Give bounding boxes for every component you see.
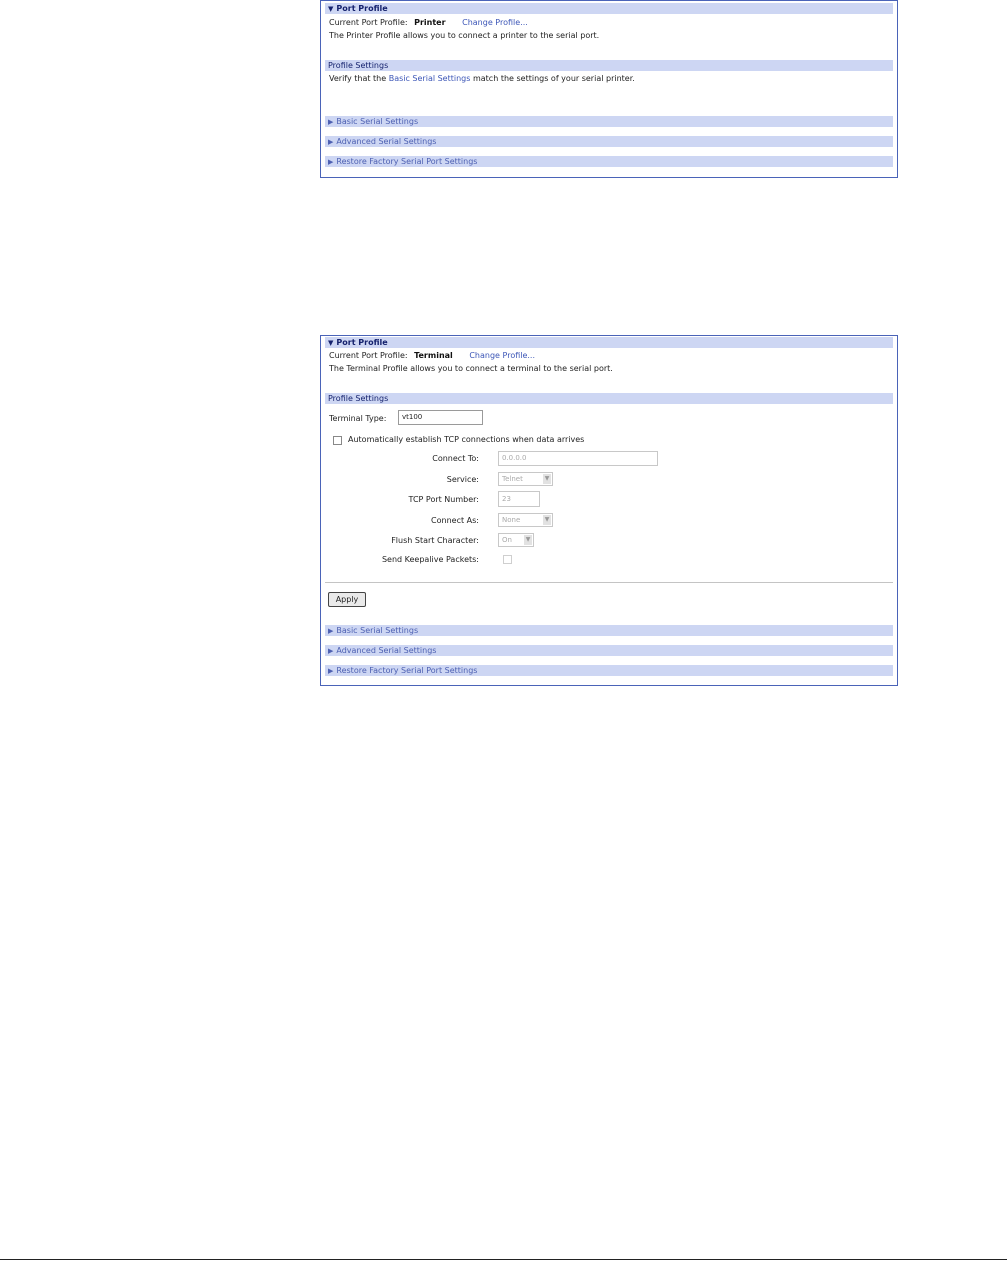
section-label: Restore Factory Serial Port Settings	[336, 157, 478, 166]
current-profile-value: Terminal	[414, 351, 453, 360]
auto-connect-label: Automatically establish TCP connections when data arrives	[348, 435, 585, 444]
change-profile-link[interactable]: Change Profile...	[462, 18, 528, 27]
service-select[interactable]	[498, 472, 553, 486]
profile-description: The Printer Profile allows you to connect a printer to the serial port.	[329, 31, 600, 40]
service-value: Telnet	[502, 475, 523, 483]
apply-button[interactable]: Apply	[328, 592, 366, 607]
port-profile-header[interactable]	[325, 3, 893, 14]
connect-as-label: Connect As:	[431, 516, 479, 525]
section-label: Advanced Serial Settings	[336, 646, 437, 655]
service-label: Service:	[446, 475, 479, 484]
triangle-right-icon: ▶	[328, 667, 334, 675]
flush-start-value: On	[502, 536, 512, 544]
page-footer-rule	[0, 1259, 1007, 1260]
flush-start-select[interactable]	[498, 533, 534, 547]
section-basic-serial-settings[interactable]	[325, 625, 893, 636]
verify-suffix: match the settings of your serial printer.	[472, 74, 635, 83]
auto-connect-checkbox[interactable]	[333, 436, 342, 445]
triangle-right-icon: ▶	[328, 158, 334, 166]
section-restore-factory-settings[interactable]	[325, 156, 893, 167]
triangle-right-icon: ▶	[328, 118, 334, 126]
profile-description: The Terminal Profile allows you to connect a terminal to the serial port.	[329, 364, 613, 373]
section-restore-factory-settings[interactable]	[325, 665, 893, 676]
triangle-down-icon: ▼	[328, 339, 334, 347]
triangle-right-icon: ▶	[328, 627, 334, 635]
verify-line	[329, 74, 635, 84]
change-profile-link[interactable]: Change Profile...	[469, 351, 536, 360]
connect-as-value: None	[502, 516, 521, 524]
keepalive-checkbox[interactable]	[503, 555, 512, 564]
section-label: Basic Serial Settings	[336, 626, 419, 635]
connect-to-input[interactable]: 0.0.0.0	[498, 451, 658, 466]
profile-settings-header: Profile Settings	[325, 393, 893, 404]
tcp-port-input[interactable]: 23	[498, 491, 540, 507]
terminal-type-input[interactable]: vt100	[398, 410, 483, 425]
flush-start-label: Flush Start Character:	[391, 536, 479, 545]
current-profile-value: Printer	[414, 18, 446, 27]
basic-serial-settings-link[interactable]: Basic Serial Settings	[388, 74, 471, 83]
triangle-right-icon: ▶	[328, 138, 334, 146]
connect-to-label: Connect To:	[432, 454, 479, 463]
profile-settings-header: Profile Settings	[325, 60, 893, 71]
divider	[325, 582, 893, 583]
section-label: Restore Factory Serial Port Settings	[336, 666, 478, 675]
terminal-type-label: Terminal Type:	[329, 414, 387, 423]
section-advanced-serial-settings[interactable]	[325, 136, 893, 147]
port-profile-header-label: Port Profile	[336, 338, 388, 347]
chevron-down-icon: ▼	[544, 475, 550, 482]
port-profile-header-label: Port Profile	[336, 4, 388, 13]
connect-as-select[interactable]	[498, 513, 553, 527]
current-profile-label: Current Port Profile:	[329, 351, 408, 360]
port-profile-header[interactable]	[325, 337, 893, 348]
current-profile-line	[329, 18, 528, 28]
current-profile-label: Current Port Profile:	[329, 18, 408, 27]
terminal-profile-panel	[320, 335, 898, 686]
printer-profile-panel	[320, 0, 898, 178]
triangle-down-icon: ▼	[328, 5, 334, 13]
section-label: Basic Serial Settings	[336, 117, 419, 126]
triangle-right-icon: ▶	[328, 647, 334, 655]
chevron-down-icon: ▼	[525, 536, 531, 543]
section-basic-serial-settings[interactable]	[325, 116, 893, 127]
keepalive-label: Send Keepalive Packets:	[381, 555, 479, 564]
section-label: Advanced Serial Settings	[336, 137, 437, 146]
tcp-port-label: TCP Port Number:	[408, 495, 479, 504]
chevron-down-icon: ▼	[544, 516, 550, 523]
current-profile-line	[329, 351, 535, 361]
section-advanced-serial-settings[interactable]	[325, 645, 893, 656]
verify-prefix: Verify that the	[329, 74, 387, 83]
